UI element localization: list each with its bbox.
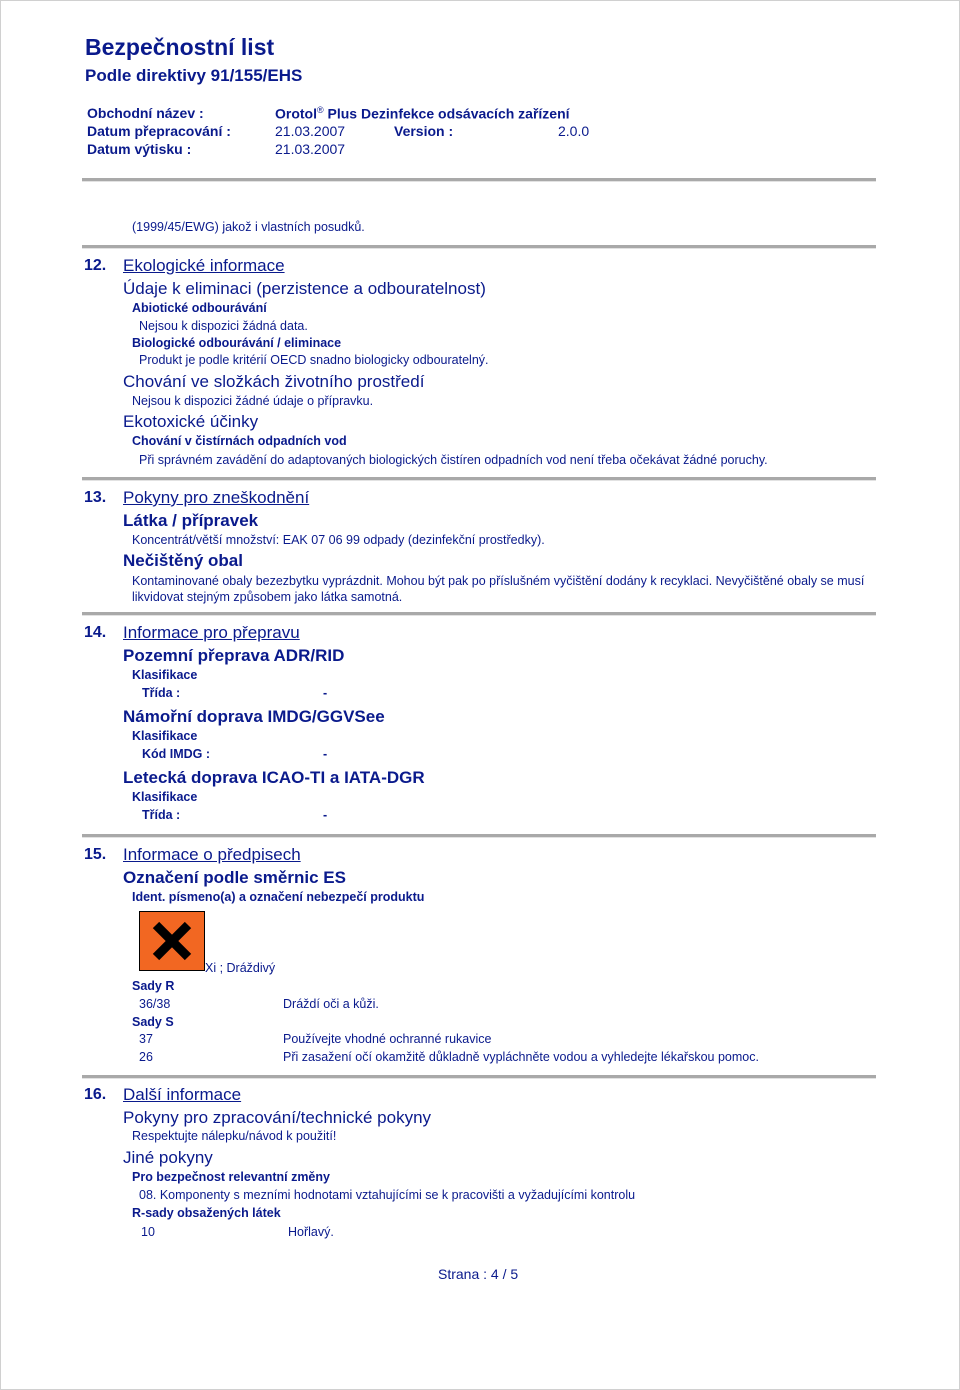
print-date: 21.03.2007 [275,141,346,157]
r-sets-label: R-sady obsažených látek [132,1206,281,1220]
icao-classification-label: Klasifikace [132,790,198,804]
s12-environment-heading: Chování ve složkách životního prostředí [123,372,425,391]
relevant-changes-text: 08. Komponenty s mezními hodnotami vztahujícími se k pracovišti a vyžadujícími kontrolu [139,1188,636,1202]
section-12-title: Ekologické informace [123,256,285,275]
s-phrase-code: 26 [139,1050,153,1064]
document-title: Bezpečnostní list [85,34,275,60]
hazard-ident-label: Ident. písmeno(a) a označení nebezpečí produktu [132,890,425,904]
trade-name-post: Plus Dezinfekce odsávacích zařízení [323,105,570,122]
imdg-heading: Námořní doprava IMDG/GGVSee [123,707,385,726]
section-15-title: Informace o předpisech [123,845,301,864]
abiotic-text: Nejsou k dispozici žádná data. [139,319,308,333]
trade-name-pre: Orotol [275,105,317,122]
eu-labelling-heading: Označení podle směrnic ES [123,868,346,887]
adr-heading: Pozemní přeprava ADR/RID [123,646,345,665]
s12-ecotox-heading: Ekotoxické účinky [123,412,259,431]
carryover-text: (1999/45/EWG) jakož i vlastních posudků. [132,220,365,234]
abiotic-label: Abiotické odbourávání [132,301,267,315]
imdg-code-label: Kód IMDG : [142,747,211,761]
imdg-classification-label: Klasifikace [132,729,198,743]
s12-persistence-heading: Údaje k eliminaci (perzistence a odbouratelnost) [123,279,486,298]
imdg-code-value: - [323,747,328,761]
adr-class-label: Třída : [142,686,181,700]
s-phrase-text: Při zasažení očí okamžitě důkladně vypláchněte vodou a vyhledejte lékařskou pomoc. [283,1050,759,1064]
section-16-title: Další informace [123,1085,242,1104]
section-16-number: 16. [84,1086,107,1103]
section-14-title: Informace pro přepravu [123,623,300,642]
r-phrase-text: Dráždí oči a kůži. [283,997,379,1011]
relevant-changes-label: Pro bezpečnost relevantní změny [132,1170,330,1184]
header-rule [82,178,876,182]
hazard-caption: Xi ; Dráždivý [205,961,276,975]
section-rule-12 [82,245,876,249]
r-set-code: 10 [141,1225,155,1239]
trade-name-label: Obchodní název : [87,105,204,121]
environment-text: Nejsou k dispozici žádné údaje o přípravku. [132,394,374,408]
version-value: 2.0.0 [558,123,590,139]
icao-heading: Letecká doprava ICAO-TI a IATA-DGR [123,768,425,787]
registered-mark: ® [317,105,324,115]
version-label: Version : [394,123,454,139]
s13-substance-heading: Látka / přípravek [123,511,259,530]
s13-packaging-heading: Nečištěný obal [123,551,243,570]
section-13-number: 13. [84,489,107,506]
other-info-heading: Jiné pokyny [123,1148,213,1167]
document-subtitle: Podle direktivy 91/155/EHS [85,66,303,85]
revision-label: Datum přepracování : [87,123,231,139]
xi-irritant-cross-icon [139,911,205,971]
s-phrase-text: Používejte vhodné ochranné rukavice [283,1032,492,1046]
section-rule-14 [82,612,876,616]
wwtp-text: Při správném zavádění do adaptovaných biologických čistíren odpadních vod není třeba očekávat žádné poruchy. [139,453,768,467]
section-15-number: 15. [84,846,107,863]
section-12-number: 12. [84,257,107,274]
r-set-text: Hořlavý. [288,1225,334,1239]
revision-date: 21.03.2007 [275,123,346,139]
wwtp-label: Chování v čistírnách odpadních vod [132,434,347,448]
r-phrases-label: Sady R [132,979,175,993]
trade-name-value [275,105,570,122]
icao-class-label: Třída : [142,808,181,822]
section-rule-15 [82,834,876,838]
s13-substance-text: Koncentrát/větší množství: EAK 07 06 99 odpady (dezinfekční prostředky). [132,533,545,547]
adr-class-value: - [323,686,328,700]
s13-packaging-text: Kontaminované obaly bezezbytku vyprázdnit. Mohou být pak po příslušném vyčištění dodány k recyklaci. Nevyčištěné obaly se musí likvidovat stejným způsobem jako látka samotná. [132,574,865,604]
section-14-number: 14. [84,624,107,641]
adr-classification-label: Klasifikace [132,668,198,682]
icao-class-value: - [323,808,328,822]
s-phrases-label: Sady S [132,1015,174,1029]
processing-text: Respektujte nálepku/návod k použití! [132,1129,337,1143]
biodegradation-label: Biologické odbourávání / eliminace [132,336,342,350]
section-rule-13 [82,477,876,481]
s-phrase-code: 37 [139,1032,153,1046]
biodegradation-text: Produkt je podle kritérií OECD snadno biologicky odbouratelný. [139,353,489,367]
section-rule-16 [82,1075,876,1079]
processing-heading: Pokyny pro zpracování/technické pokyny [123,1108,432,1127]
page-number: Strana : 4 / 5 [438,1266,519,1282]
section-13-title: Pokyny pro zneškodnění [123,488,310,507]
print-date-label: Datum výtisku : [87,141,192,157]
r-phrase-code: 36/38 [139,997,171,1011]
